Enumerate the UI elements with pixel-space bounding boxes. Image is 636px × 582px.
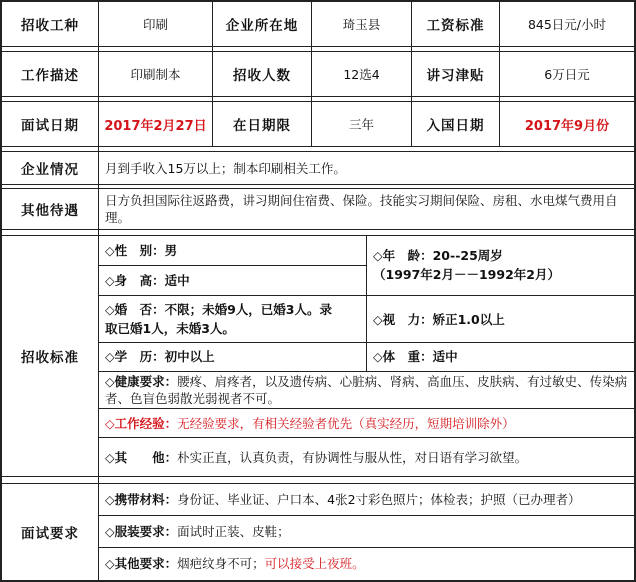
table-divider [0, 483, 636, 484]
carry-item [99, 484, 634, 514]
label-location: 企业所在地 [225, 18, 299, 34]
age-line-2: （1997年2月－－1992年2月） [373, 267, 560, 282]
experience-label: ◇工作经验： [105, 415, 178, 431]
label-interview-date: 面试日期 [21, 118, 79, 134]
table-divider [0, 476, 636, 477]
other-requirements-text: 烟疤纹身不可； [177, 555, 265, 571]
other-standards-label: ◇其 他： [105, 449, 178, 465]
other-standards-text: 朴实正直，认真负责，有协调性与服从性，对日语有学习欲望。 [177, 449, 528, 465]
table-divider [499, 0, 500, 147]
interview-date-value: 2017年2月27日 [104, 118, 207, 134]
job-type-value: 印刷 [142, 17, 168, 32]
health-text: 腰疼、肩疼者，以及遗传病、心脏病、肾病、高血压、皮肤病、有过敏史、传染病者、色盲色弱散光弱视者不可。 [105, 374, 628, 406]
table-divider [366, 236, 367, 371]
company-text: 月到手收入15万以上；制本印刷相关工作。 [105, 161, 346, 176]
location-value: 琦玉县 [342, 17, 381, 32]
table-divider [98, 342, 636, 343]
carry-label: ◇携带材料： [105, 491, 178, 507]
table-divider [0, 101, 636, 102]
age-item [367, 236, 634, 294]
carry-text: 身份证、毕业证、户口本、4张2寸彩色照片；体检表；护照（已办理者） [177, 491, 581, 507]
table-divider [0, 235, 636, 236]
other-requirements-item [99, 548, 634, 578]
table-divider [98, 371, 636, 372]
table-divider [98, 547, 636, 548]
table-divider [98, 265, 366, 266]
table-divider [311, 0, 312, 147]
table-divider [0, 96, 636, 97]
experience-text: 无经验要求，有相关经验者优先（真实经历，短期培训除外） [177, 415, 515, 431]
table-divider [0, 146, 636, 147]
age-line-1: ◇年 龄：20--25周岁 [373, 248, 503, 263]
table-divider [98, 295, 636, 296]
marriage-line-1: ◇婚 否：不限；未婚9人，已婚3人。录 [105, 302, 333, 317]
weight-item: ◇体 重：适中 [373, 349, 458, 364]
table-divider [98, 0, 99, 582]
table-divider [0, 184, 636, 185]
table-divider [0, 151, 636, 152]
entry-date-value: 2017年9月份 [524, 118, 610, 134]
health-item [99, 372, 634, 408]
height-item: ◇身 高：适中 [105, 272, 190, 288]
experience-item [99, 409, 634, 437]
gender-item: ◇性 别：男 [105, 242, 178, 258]
table-border [0, 0, 2, 582]
table-divider [0, 46, 636, 47]
marriage-item [99, 296, 366, 342]
label-wage: 工资标准 [426, 18, 485, 34]
other-requirements-label: ◇其他要求： [105, 555, 178, 571]
term-value: 三年 [348, 117, 374, 132]
label-job-desc: 工作描述 [21, 68, 79, 84]
dress-item [99, 516, 634, 546]
label-interview-requirements: 面试要求 [21, 526, 79, 542]
marriage-line-2: 取已婚1人，未婚3人。 [105, 321, 235, 336]
job-desc-value: 印刷制本 [130, 67, 181, 82]
table-divider [0, 188, 636, 189]
table-divider [98, 408, 636, 409]
table-divider [98, 515, 636, 516]
label-job-type: 招收工种 [21, 18, 79, 34]
label-company: 企业情况 [21, 162, 79, 178]
allowance-value: 6万日元 [544, 67, 590, 82]
head-count-value: 12选4 [343, 67, 380, 82]
table-divider [0, 229, 636, 230]
dress-label: ◇服装要求： [105, 523, 178, 539]
other-requirements-text-red: 可以接受上夜班。 [264, 555, 365, 571]
health-label: ◇健康要求： [105, 374, 178, 389]
table-divider [0, 51, 636, 52]
table-divider [212, 0, 213, 147]
education-item: ◇学 历：初中以上 [105, 349, 215, 364]
label-allowance: 讲习津贴 [426, 68, 485, 84]
label-benefits: 其他待遇 [21, 203, 79, 219]
benefits-text: 日方负担国际往返路费，讲习期间住宿费、保险。技能实习期间保险、房租、水电煤气费用自理。 [105, 193, 618, 225]
wage-value: 845日元/小时 [527, 17, 607, 32]
label-head-count: 招收人数 [233, 68, 291, 84]
table-border [0, 0, 636, 2]
label-standards: 招收标准 [21, 350, 79, 366]
table-divider [98, 437, 636, 438]
vision-item: ◇视 力：矫正1.0以上 [373, 311, 505, 327]
label-term: 在日期限 [233, 118, 291, 134]
dress-text: 面试时正装、皮鞋； [177, 523, 290, 539]
label-entry-date: 入国日期 [426, 118, 485, 134]
other-standards-item [99, 438, 634, 476]
table-divider [411, 0, 412, 147]
